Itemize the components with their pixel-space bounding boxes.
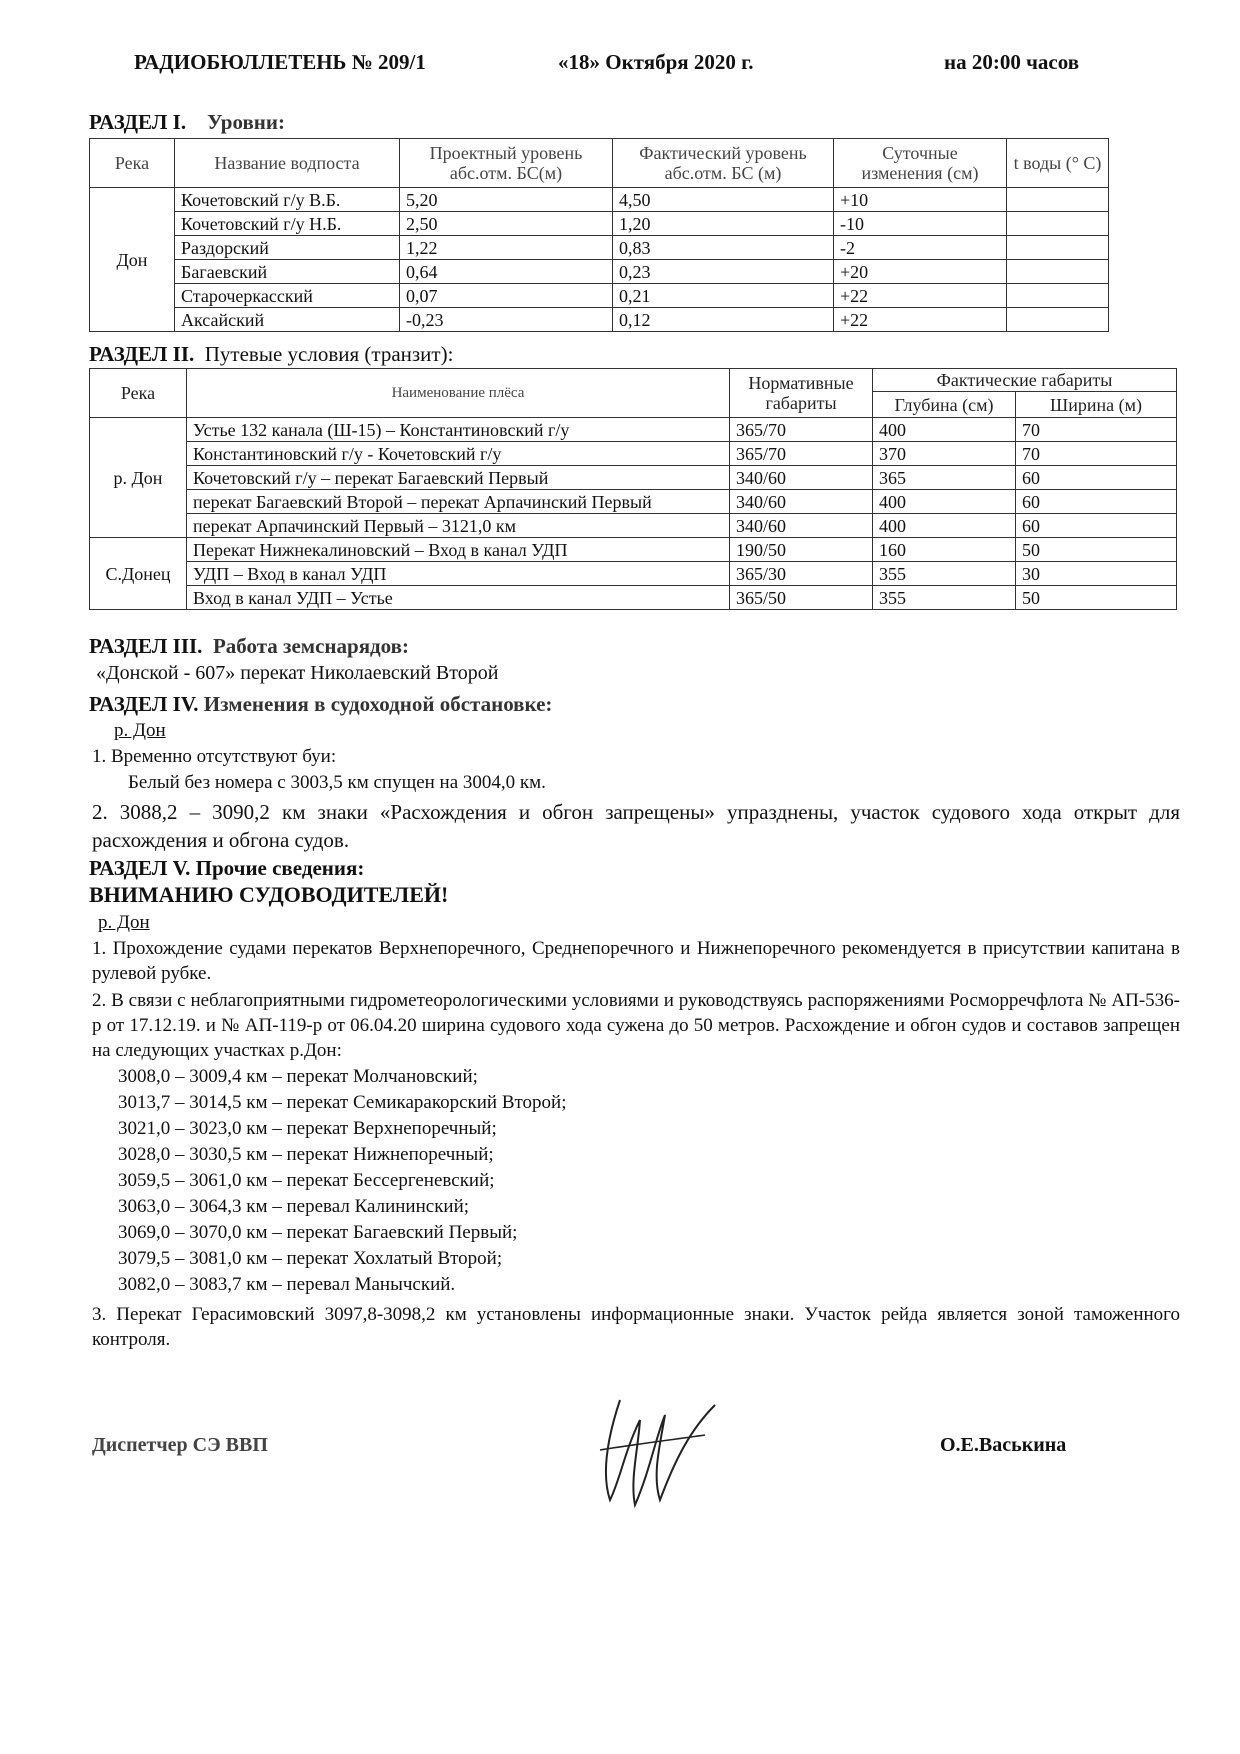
col-reach: Наименование плёса — [187, 369, 730, 418]
design-cell: -0,23 — [400, 308, 613, 332]
section5-river: р. Дон — [98, 912, 150, 933]
col-actual-level: Фактический уровень абс.отм. БС (м) — [613, 139, 834, 188]
width-cell: 50 — [1016, 586, 1177, 610]
restricted-section: 3008,0 – 3009,4 км – перекат Молчановский; — [118, 1066, 478, 1087]
table-row — [90, 308, 1109, 332]
actual-cell: 4,50 — [613, 188, 834, 212]
restricted-section: 3063,0 – 3064,3 км – перевал Калининский; — [118, 1196, 470, 1217]
restricted-section: 3059,5 – 3061,0 км – перекат Бессергеневский; — [118, 1170, 495, 1191]
station-cell: Багаевский — [175, 260, 400, 284]
dredger-info: «Донской - 607» перекат Николаевский Второй — [96, 662, 499, 684]
section5-subtitle: Прочие сведения: — [195, 856, 365, 880]
section3-label: РАЗДЕЛ III. — [89, 634, 203, 658]
table-header-row — [90, 369, 1177, 392]
table-row — [90, 260, 1109, 284]
width-cell: 60 — [1016, 514, 1177, 538]
section5-item1: 1. Прохождение судами перекатов Верхнепоречного, Среднепоречного и Нижнепоречного рекомендуется в присутствии капитана в рулевой рубке. — [92, 938, 1180, 984]
reach-cell: Константиновский г/у - Кочетовский г/у — [187, 442, 730, 466]
actual-cell: 0,23 — [613, 260, 834, 284]
section4-heading — [89, 692, 552, 717]
restricted-section: 3013,7 – 3014,5 км – перекат Семикаракорский Второй; — [118, 1092, 567, 1113]
section5-item3: 3. Перекат Герасимовский 3097,8-3098,2 км установлены информационные знаки. Участок рейда является зоной таможенного контроля. — [92, 1304, 1180, 1350]
col-river: Река — [90, 139, 175, 188]
col-water-temp: t воды (° С) — [1007, 139, 1109, 188]
col-station: Название водпоста — [175, 139, 400, 188]
route-conditions-table — [89, 368, 1177, 610]
restricted-section: 3082,0 – 3083,7 км – перевал Манычский. — [118, 1274, 456, 1295]
depth-cell: 355 — [873, 562, 1016, 586]
design-cell: 2,50 — [400, 212, 613, 236]
section1-subtitle: Уровни: — [207, 110, 285, 134]
table-row — [90, 466, 1177, 490]
temp-cell — [1007, 188, 1109, 212]
width-cell: 70 — [1016, 442, 1177, 466]
actual-cell: 0,21 — [613, 284, 834, 308]
section4-item1-text: Белый без номера с 3003,5 км спущен на 3004,0 км. — [128, 772, 546, 793]
river-cell: Дон — [90, 188, 175, 332]
temp-cell — [1007, 212, 1109, 236]
dispatcher-name: О.Е.Васькина — [940, 1434, 1067, 1456]
section5-label: РАЗДЕЛ V. — [89, 856, 191, 880]
temp-cell — [1007, 308, 1109, 332]
station-cell: Старочеркасский — [175, 284, 400, 308]
section2-label: РАЗДЕЛ II. — [89, 342, 195, 366]
depth-cell: 355 — [873, 586, 1016, 610]
station-cell: Кочетовский г/у В.Б. — [175, 188, 400, 212]
col-daily-change: Суточные изменения (см) — [834, 139, 1007, 188]
table-row — [90, 442, 1177, 466]
col-actual-dimensions: Фактические габариты — [873, 369, 1177, 392]
design-cell: 0,07 — [400, 284, 613, 308]
depth-cell: 400 — [873, 418, 1016, 442]
table-row — [90, 490, 1177, 514]
river-cell: р. Дон — [90, 418, 187, 538]
depth-cell: 400 — [873, 514, 1016, 538]
temp-cell — [1007, 260, 1109, 284]
bulletin-header — [134, 50, 1114, 84]
bulletin-time: на 20:00 часов — [944, 50, 1080, 74]
change-cell: -2 — [834, 236, 1007, 260]
section1-heading — [89, 110, 285, 135]
temp-cell — [1007, 284, 1109, 308]
station-cell: Кочетовский г/у Н.Б. — [175, 212, 400, 236]
restricted-section: 3028,0 – 3030,5 км – перекат Нижнепоречный; — [118, 1144, 494, 1165]
reach-cell: перекат Арпачинский Первый – 3121,0 км — [187, 514, 730, 538]
change-cell: +22 — [834, 284, 1007, 308]
change-cell: +10 — [834, 188, 1007, 212]
bulletin-date: «18» Октября 2020 г. — [558, 50, 754, 74]
depth-cell: 400 — [873, 490, 1016, 514]
attention-heading: ВНИМАНИЮ СУДОВОДИТЕЛЕЙ! — [89, 882, 449, 907]
norm-cell: 340/60 — [730, 514, 873, 538]
section3-subtitle: Работа земснарядов: — [212, 634, 409, 658]
depth-cell: 370 — [873, 442, 1016, 466]
table-row — [90, 188, 1109, 212]
table-row — [90, 212, 1109, 236]
col-river: Река — [90, 369, 187, 418]
reach-cell: УДП – Вход в канал УДП — [187, 562, 730, 586]
station-cell: Аксайский — [175, 308, 400, 332]
restricted-section: 3021,0 – 3023,0 км – перекат Верхнепоречный; — [118, 1118, 497, 1139]
norm-cell: 340/60 — [730, 490, 873, 514]
norm-cell: 365/70 — [730, 442, 873, 466]
table-row — [90, 586, 1177, 610]
norm-cell: 190/50 — [730, 538, 873, 562]
width-cell: 50 — [1016, 538, 1177, 562]
levels-table — [89, 138, 1109, 332]
depth-cell: 365 — [873, 466, 1016, 490]
actual-cell: 0,12 — [613, 308, 834, 332]
reach-cell: Перекат Нижнекалиновский – Вход в канал УДП — [187, 538, 730, 562]
station-cell: Раздорский — [175, 236, 400, 260]
width-cell: 60 — [1016, 466, 1177, 490]
norm-cell: 365/70 — [730, 418, 873, 442]
reach-cell: Устье 132 канала (Ш-15) – Константиновский г/у — [187, 418, 730, 442]
table-row — [90, 538, 1177, 562]
restricted-section: 3069,0 – 3070,0 км – перекат Багаевский Первый; — [118, 1222, 518, 1243]
section4-label: РАЗДЕЛ IV. — [89, 692, 199, 716]
table-row — [90, 418, 1177, 442]
section4-river: р. Дон — [114, 720, 166, 741]
table-row — [90, 284, 1109, 308]
table-row — [90, 236, 1109, 260]
col-normative: Нормативные габариты — [730, 369, 873, 418]
section4-item2: 2. 3088,2 – 3090,2 км знаки «Расхождения и обгон запрещены» упразднены, участок судового хода открыт для расхождения и обгона судов. — [92, 800, 1180, 852]
dispatcher-position: Диспетчер СЭ ВВП — [92, 1434, 268, 1456]
col-depth: Глубина (см) — [873, 392, 1016, 418]
design-cell: 0,64 — [400, 260, 613, 284]
bulletin-title: РАДИОБЮЛЛЕТЕНЬ № 209/1 — [134, 50, 426, 74]
width-cell: 60 — [1016, 490, 1177, 514]
section3-heading — [89, 634, 409, 659]
width-cell: 30 — [1016, 562, 1177, 586]
col-design-level: Проектный уровень абс.отм. БС(м) — [400, 139, 613, 188]
section2-subtitle: Путевые условия (транзит): — [204, 342, 454, 366]
actual-cell: 0,83 — [613, 236, 834, 260]
river-cell: С.Донец — [90, 538, 187, 610]
handwritten-signature — [580, 1390, 720, 1520]
section5-item2: 2. В связи с неблагоприятными гидрометеорологическими условиями и руководствуясь распоряжениями Росморречфлота № АП-536-р от 17.12.19. и № АП-119-р от 06.04.20 ширина судового хода сужена до 50 метров. Расхождение и обгон судов и составов запрещен на следующих участках р.Дон: — [92, 990, 1180, 1061]
actual-cell: 1,20 — [613, 212, 834, 236]
table-row — [90, 562, 1177, 586]
restricted-section: 3079,5 – 3081,0 км – перекат Хохлатый Второй; — [118, 1248, 503, 1269]
norm-cell: 365/50 — [730, 586, 873, 610]
change-cell: -10 — [834, 212, 1007, 236]
change-cell: +20 — [834, 260, 1007, 284]
design-cell: 1,22 — [400, 236, 613, 260]
reach-cell: Кочетовский г/у – перекат Багаевский Первый — [187, 466, 730, 490]
section1-label: РАЗДЕЛ I. — [89, 110, 187, 134]
col-width: Ширина (м) — [1016, 392, 1177, 418]
depth-cell: 160 — [873, 538, 1016, 562]
section4-subtitle: Изменения в судоходной обстановке: — [203, 692, 553, 716]
section2-heading — [89, 342, 453, 367]
section4-item1-title: 1. Временно отсутствуют буи: — [92, 746, 337, 767]
reach-cell: Вход в канал УДП – Устье — [187, 586, 730, 610]
design-cell: 5,20 — [400, 188, 613, 212]
table-row — [90, 514, 1177, 538]
norm-cell: 340/60 — [730, 466, 873, 490]
change-cell: +22 — [834, 308, 1007, 332]
section5-heading — [89, 856, 364, 881]
table-header-row — [90, 139, 1109, 188]
reach-cell: перекат Багаевский Второй – перекат Арпачинский Первый — [187, 490, 730, 514]
temp-cell — [1007, 236, 1109, 260]
norm-cell: 365/30 — [730, 562, 873, 586]
width-cell: 70 — [1016, 418, 1177, 442]
